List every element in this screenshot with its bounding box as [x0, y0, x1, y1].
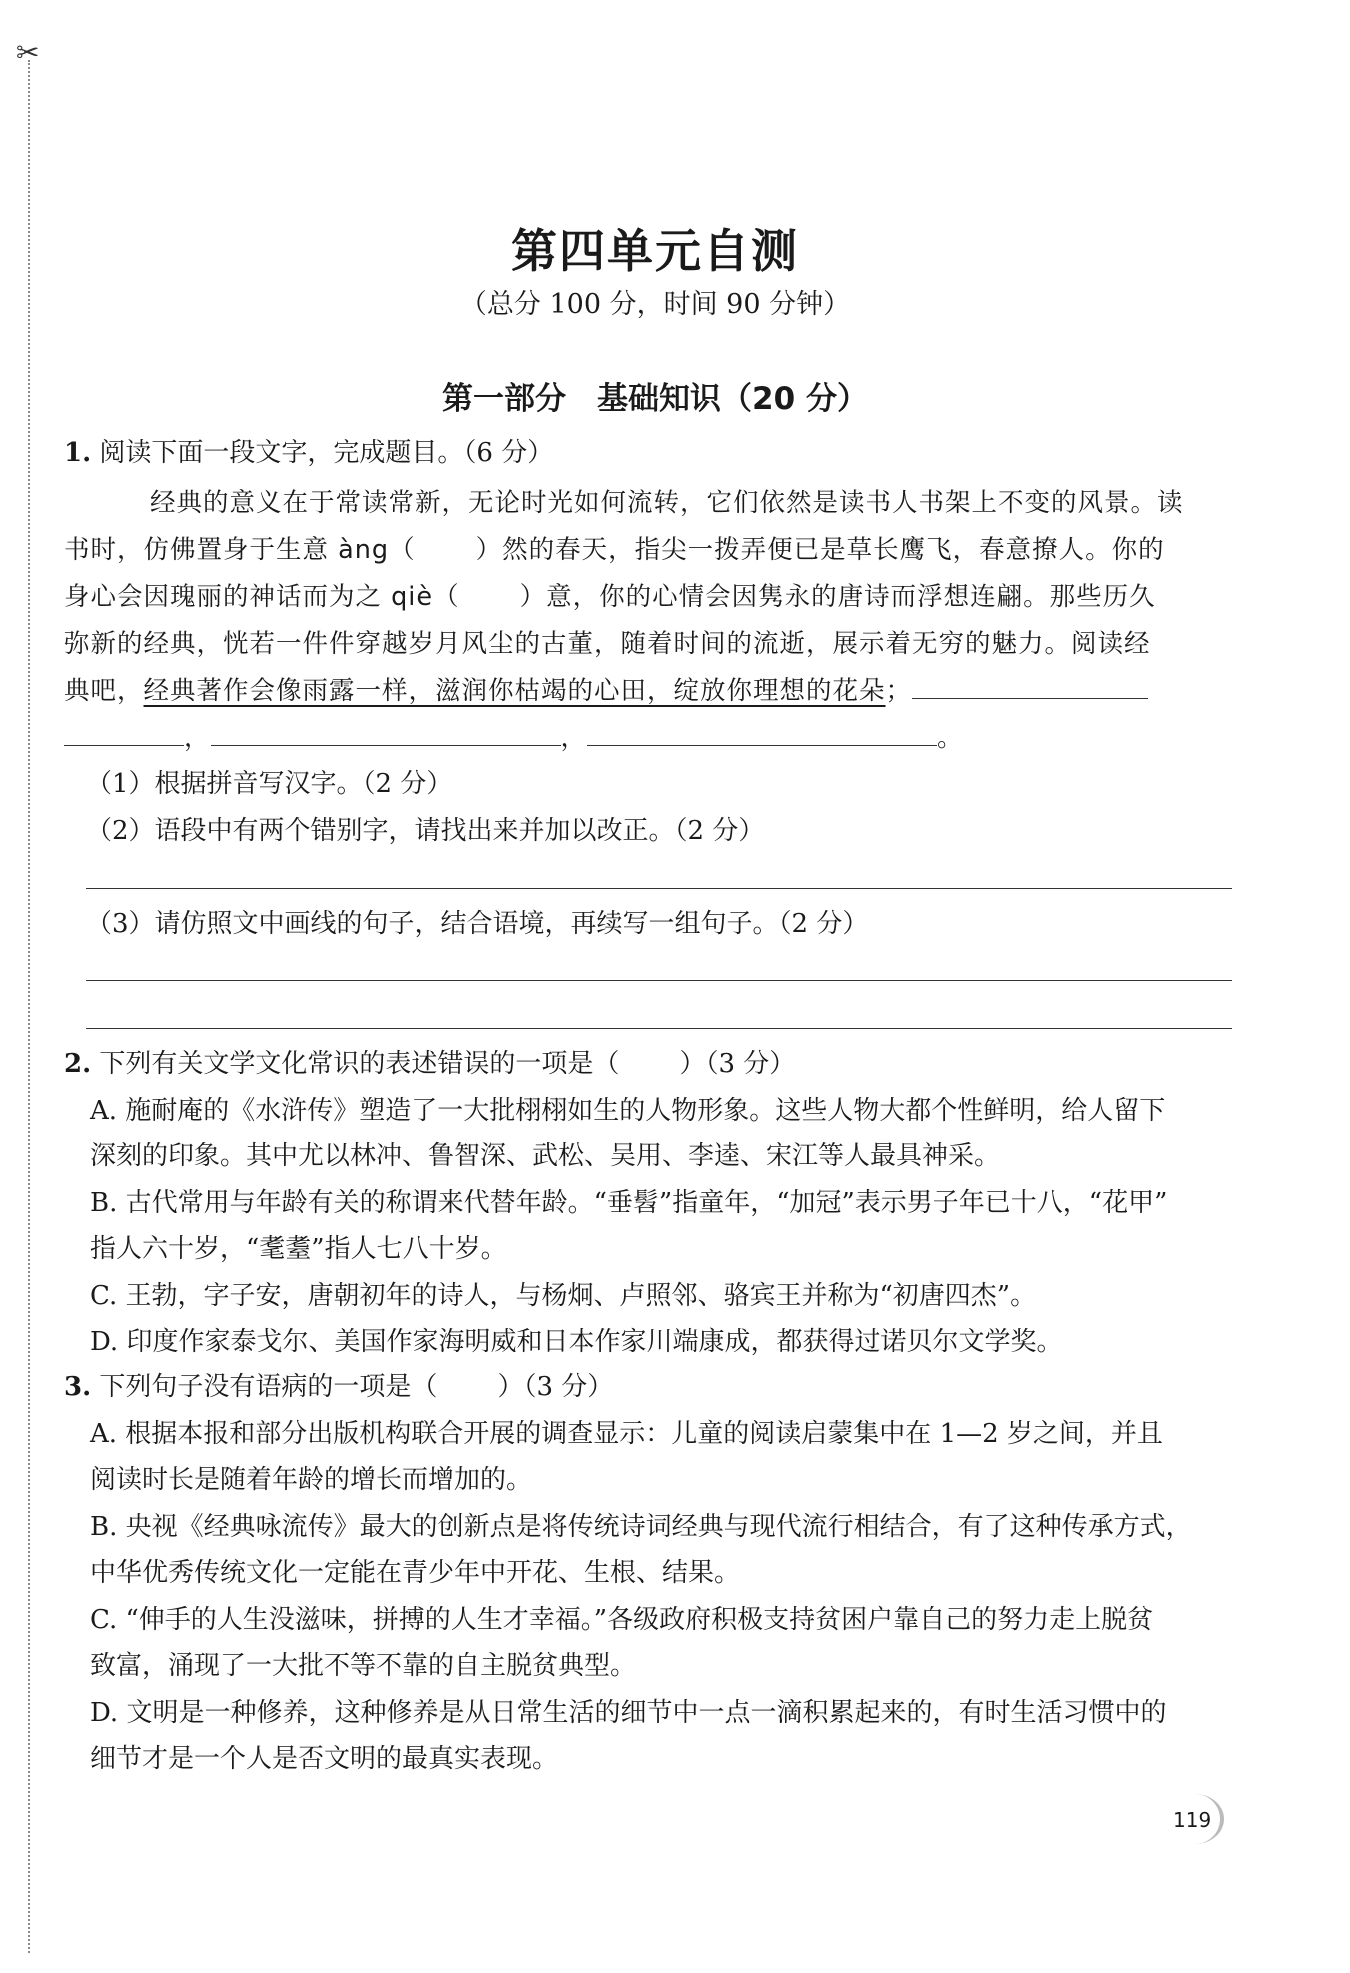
q1-passage-2a: 书时，仿佛置身于生意 àng（	[64, 535, 416, 565]
q3-option-c-1: C. “伸手的人生没滋味，拼搏的人生才幸福。”各级政府积极支持贫困户靠自己的努力走上脱贫	[90, 1605, 1154, 1635]
q1-sub-2: （2）语段中有两个错别字，请找出来并加以改正。（2 分）	[86, 816, 765, 846]
q1-passage-line-6	[64, 718, 964, 754]
q1-passage-line-4: 弥新的经典，恍若一件件穿越岁月风尘的古董，随着时间的流逝，展示着无穷的魅力。阅读经	[64, 629, 1151, 659]
q3-option-d-2: 细节才是一个人是否文明的最真实表现。	[90, 1744, 559, 1774]
q3-stem-line	[64, 1366, 613, 1403]
page-number: 119	[1173, 1808, 1212, 1832]
q1-continuation-blank-2[interactable]	[64, 723, 184, 746]
q3-number: 3.	[64, 1372, 92, 1402]
q2-stem-b: ）（3 分）	[679, 1049, 796, 1079]
q1-underlined-sentence: 经典著作会像雨露一样，滋润你枯竭的心田，绽放你理想的花朵	[143, 676, 886, 706]
q1-passage-line-2	[64, 530, 1165, 566]
period: 。	[937, 723, 964, 753]
q2-option-b-1: B. 古代常用与年龄有关的称谓来代替年龄。“垂髫”指童年，“加冠”表示男子年已十八，“花甲”	[90, 1188, 1168, 1218]
q2-stem-line	[64, 1043, 795, 1080]
q1-passage-3a: 身心会因瑰丽的神话而为之 qiè（	[64, 582, 460, 612]
q1-continuation-blank-1[interactable]	[912, 676, 1148, 699]
answer-line-q1-3b[interactable]	[86, 1028, 1232, 1029]
q2-option-a-1: A. 施耐庵的《水浒传》塑造了一大批栩栩如生的人物形象。这些人物大都个性鲜明，给人留下	[90, 1096, 1166, 1126]
q1-continuation-blank-3[interactable]	[211, 723, 561, 746]
answer-line-q1-2[interactable]	[86, 888, 1232, 889]
page-subtitle: （总分 100 分，时间 90 分钟）	[459, 289, 851, 320]
q1-continuation-blank-4[interactable]	[587, 723, 937, 746]
q1-passage-line-5	[64, 671, 1148, 707]
comma: ，	[560, 723, 588, 753]
q1-sub-1: （1）根据拼音写汉字。（2 分）	[86, 769, 453, 799]
q3-option-b-2: 中华优秀传统文化一定能在青少年中开花、生根、结果。	[90, 1558, 741, 1588]
q1-passage-line-1: 经典的意义在于常读常新，无论时光如何流转，它们依然是读书人书架上不变的风景。读	[150, 488, 1184, 518]
q2-option-d-1: D. 印度作家泰戈尔、美国作家海明威和日本作家川端康成，都获得过诺贝尔文学奖。	[90, 1327, 1063, 1357]
q1-stem: 阅读下面一段文字，完成题目。（6 分）	[99, 438, 554, 468]
section-heading: 第一部分 基础知识（20 分）	[442, 381, 868, 417]
q3-stem-b: ）（3 分）	[497, 1372, 614, 1402]
q3-stem-a: 下列句子没有语病的一项是（	[99, 1372, 438, 1402]
q1-passage-3b: ）意，你的心情会因隽永的唐诗而浮想连翩。那些历久	[519, 582, 1156, 612]
q1-passage-2b: ）然的春天，指尖一拨弄便已是草长鹰飞，春意撩人。你的	[475, 535, 1165, 565]
cut-line	[28, 60, 30, 1953]
answer-line-q1-3a[interactable]	[86, 980, 1232, 981]
q2-stem-a: 下列有关文学文化常识的表述错误的一项是（	[99, 1049, 620, 1079]
q2-option-a-2: 深刻的印象。其中尤以林冲、鲁智深、武松、吴用、李逵、宋江等人最具神采。	[90, 1141, 1001, 1171]
q3-option-d-1: D. 文明是一种修养，这种修养是从日常生活的细节中一点一滴积累起来的，有时生活习惯中的	[90, 1698, 1167, 1728]
q2-option-c-1: C. 王勃，字子安，唐朝初年的诗人，与杨炯、卢照邻、骆宾王并称为“初唐四杰”。	[90, 1281, 1037, 1311]
q1-passage-5a: 典吧，	[64, 676, 144, 706]
q3-option-c-2: 致富，涌现了一大批不等不靠的自主脱贫典型。	[90, 1651, 637, 1681]
comma: ，	[184, 723, 211, 753]
q2-number: 2.	[64, 1049, 92, 1079]
page-title: 第四单元自测	[511, 224, 799, 278]
q1-stem-line	[64, 432, 553, 469]
scissors-icon: ✂	[16, 36, 40, 69]
q2-option-b-2: 指人六十岁，“耄耋”指人七八十岁。	[90, 1234, 507, 1264]
q1-sub-3: （3）请仿照文中画线的句子，结合语境，再续写一组句子。（2 分）	[86, 909, 869, 939]
q3-option-a-1: A. 根据本报和部分出版机构联合开展的调查显示：儿童的阅读启蒙集中在 1—2 岁之间，并且	[90, 1419, 1163, 1449]
q3-option-b-1: B. 央视《经典咏流传》最大的创新点是将传统诗词经典与现代流行相结合，有了这种传承方式，	[90, 1512, 1192, 1542]
q1-passage-line-3	[64, 577, 1156, 613]
q1-passage-5b: ；	[885, 676, 913, 706]
q3-option-a-2: 阅读时长是随着年龄的增长而增加的。	[90, 1465, 533, 1495]
q1-number: 1.	[64, 438, 92, 468]
